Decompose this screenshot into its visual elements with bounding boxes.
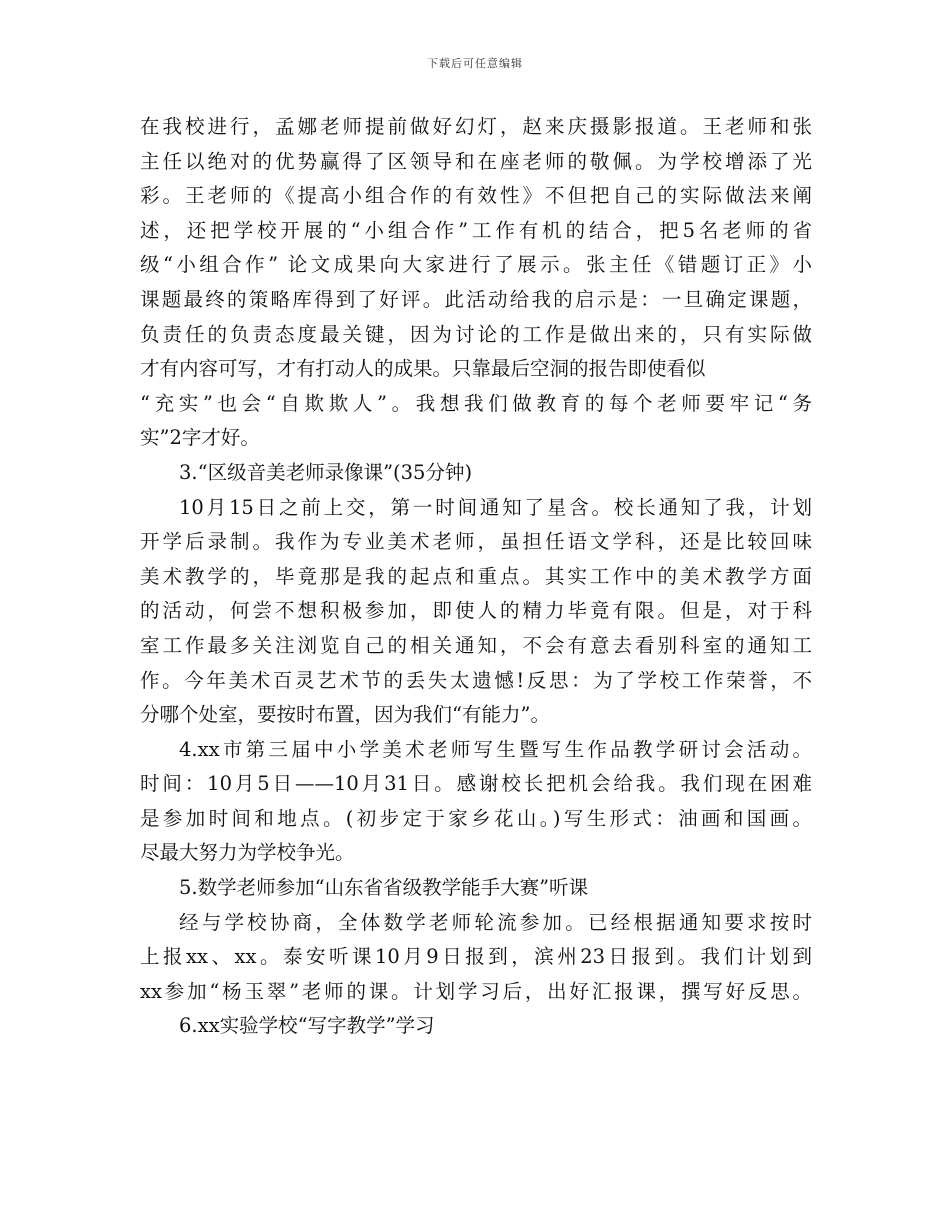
document-body	[140, 110, 812, 1044]
section-heading-3: 3.“区级音美老师录像课”(35分钟)	[179, 460, 473, 484]
text-line: “充实”也会“自欺欺人”。我想我们做教育的每个老师要牢记“务	[140, 391, 812, 415]
text-line: 才有内容可写，才有打动人的成果。只靠最后空洞的报告即使看似	[140, 357, 706, 381]
text-line: 经与学校协商，全体数学老师轮流参加。已经根据通知要求按时	[179, 910, 812, 934]
text-line: 上报xx、xx。泰安听课10月9日报到，滨州23日报到。我们计划到	[140, 945, 812, 969]
text-line: 10月15日之前上交，第一时间通知了星含。校长通知了我，计划	[179, 495, 812, 519]
page-header: 下载后可任意编辑	[427, 57, 523, 70]
text-line: 作。今年美术百灵艺术节的丢失太遗憾!反思：为了学校工作荣誉，不	[140, 668, 812, 692]
text-line: 级“小组合作” 论文成果向大家进行了展示。张主任《错题订正》小	[140, 253, 812, 277]
text-line: 的活动，何尝不想积极参加，即使人的精力毕竟有限。但是，对于科	[140, 599, 812, 623]
text-line: 负责任的负责态度最关键，因为讨论的工作是做出来的，只有实际做	[140, 322, 812, 346]
text-line: 实”2字才好。	[140, 426, 260, 450]
text-line: 在我校进行，孟娜老师提前做好幻灯，赵来庆摄影报道。王老师和张	[140, 115, 812, 138]
text-line: xx参加“杨玉翠”老师的课。计划学习后，出好汇报课，撰写好反思。	[140, 979, 812, 1003]
section-heading-5: 5.数学老师参加“山东省省级教学能手大赛”听课	[179, 876, 589, 900]
text-line: 彩。王老师的《提高小组合作的有效性》不但把自己的实际做法来阐	[140, 184, 812, 208]
text-line: 述，还把学校开展的“小组合作”工作有机的结合，把5名老师的省	[140, 218, 812, 242]
text-line: 分哪个处室，要按时布置，因为我们“有能力”。	[140, 703, 550, 727]
text-line: 是参加时间和地点。(初步定于家乡花山。)写生形式：油画和国画。	[140, 806, 812, 830]
text-line: 主任以绝对的优势赢得了区领导和在座老师的敬佩。为学校增添了光	[140, 149, 812, 173]
text-line: 美术教学的，毕竟那是我的起点和重点。其实工作中的美术教学方面	[140, 564, 812, 588]
text-line: 尽最大努力为学校争光。	[140, 841, 355, 865]
section-heading-6: 6.xx实验学校“写字教学”学习	[179, 1014, 435, 1038]
text-line: 室工作最多关注浏览自己的相关通知，不会有意去看别科室的通知工	[140, 633, 812, 657]
text-line: 时间：10月5日——10月31日。感谢校长把机会给我。我们现在困难	[140, 772, 812, 796]
text-line: 开学后录制。我作为专业美术老师，虽担任语文学科，还是比较回味	[140, 530, 812, 554]
section-heading-4: 4.xx市第三届中小学美术老师写生暨写生作品教学研讨会活动。	[179, 737, 812, 761]
text-line: 课题最终的策略库得到了好评。此活动给我的启示是：一旦确定课题，	[140, 287, 812, 311]
